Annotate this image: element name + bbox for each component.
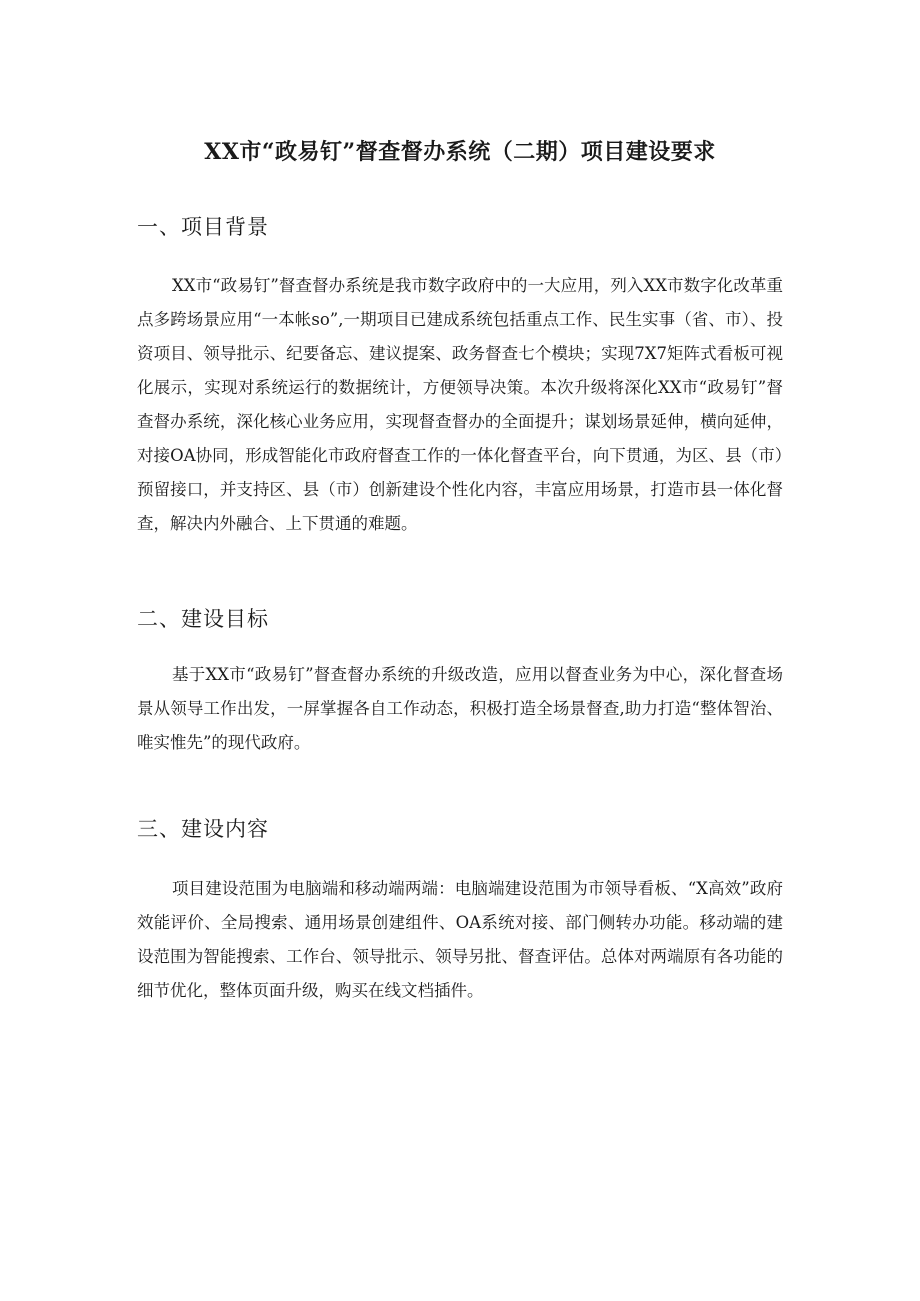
section-body-content: 项目建设范围为电脑端和移动端两端：电脑端建设范围为市领导看板、“X高效”政府效能评价、全局搜索、通用场景创建组件、OA系统对接、部门侧转办功能。移动端的建设范围为智能搜索、工作台、领导批示、领导另批、督查评估。总体对两端原有各功能的细节优化，整体页面升级，购买在线文档插件。 [137, 879, 783, 1000]
section-body-background: XX市“政易钉”督查督办系统是我市数字政府中的一大应用，列入XX市数字化改革重点多跨场景应用“一本帐so”,一期项目已建成系统包括重点工作、民生实事（省、市）、投资项目、领导批示、纪要备忘、建议提案、政务督查七个模块；实现7X7矩阵式看板可视化展示，实现对系统运行的数据统计，方便领导决策。本次升级将深化XX市“政易钉”督查督办系统，深化核心业务应用，实现督查督办的全面提升；谋划场景延伸，横向延伸，对接OA协同，形成智能化市政府督查工作的一体化督查平台，向下贯通，为区、县（市）预留接口，并支持区、县（市）创新建设个性化内容，丰富应用场景，打造市县一体化督查，解决内外融合、上下贯通的难题。 [137, 276, 783, 533]
section-heading-content: 三、建设内容 [137, 817, 269, 841]
document-title: XX市“政易钉”督查督办系统（二期）项目建设要求 [204, 139, 716, 165]
section-body-goals: 基于XX市“政易钉”督查督办系统的升级改造，应用以督查业务为中心，深化督查场景从领导工作出发，一屏掌握各自工作动态，积极打造全场景督查,助力打造“整体智治、唯实惟先”的现代政府。 [137, 665, 783, 752]
section-heading-background: 一、项目背景 [137, 215, 269, 239]
section-heading-goals: 二、建设目标 [137, 607, 269, 631]
